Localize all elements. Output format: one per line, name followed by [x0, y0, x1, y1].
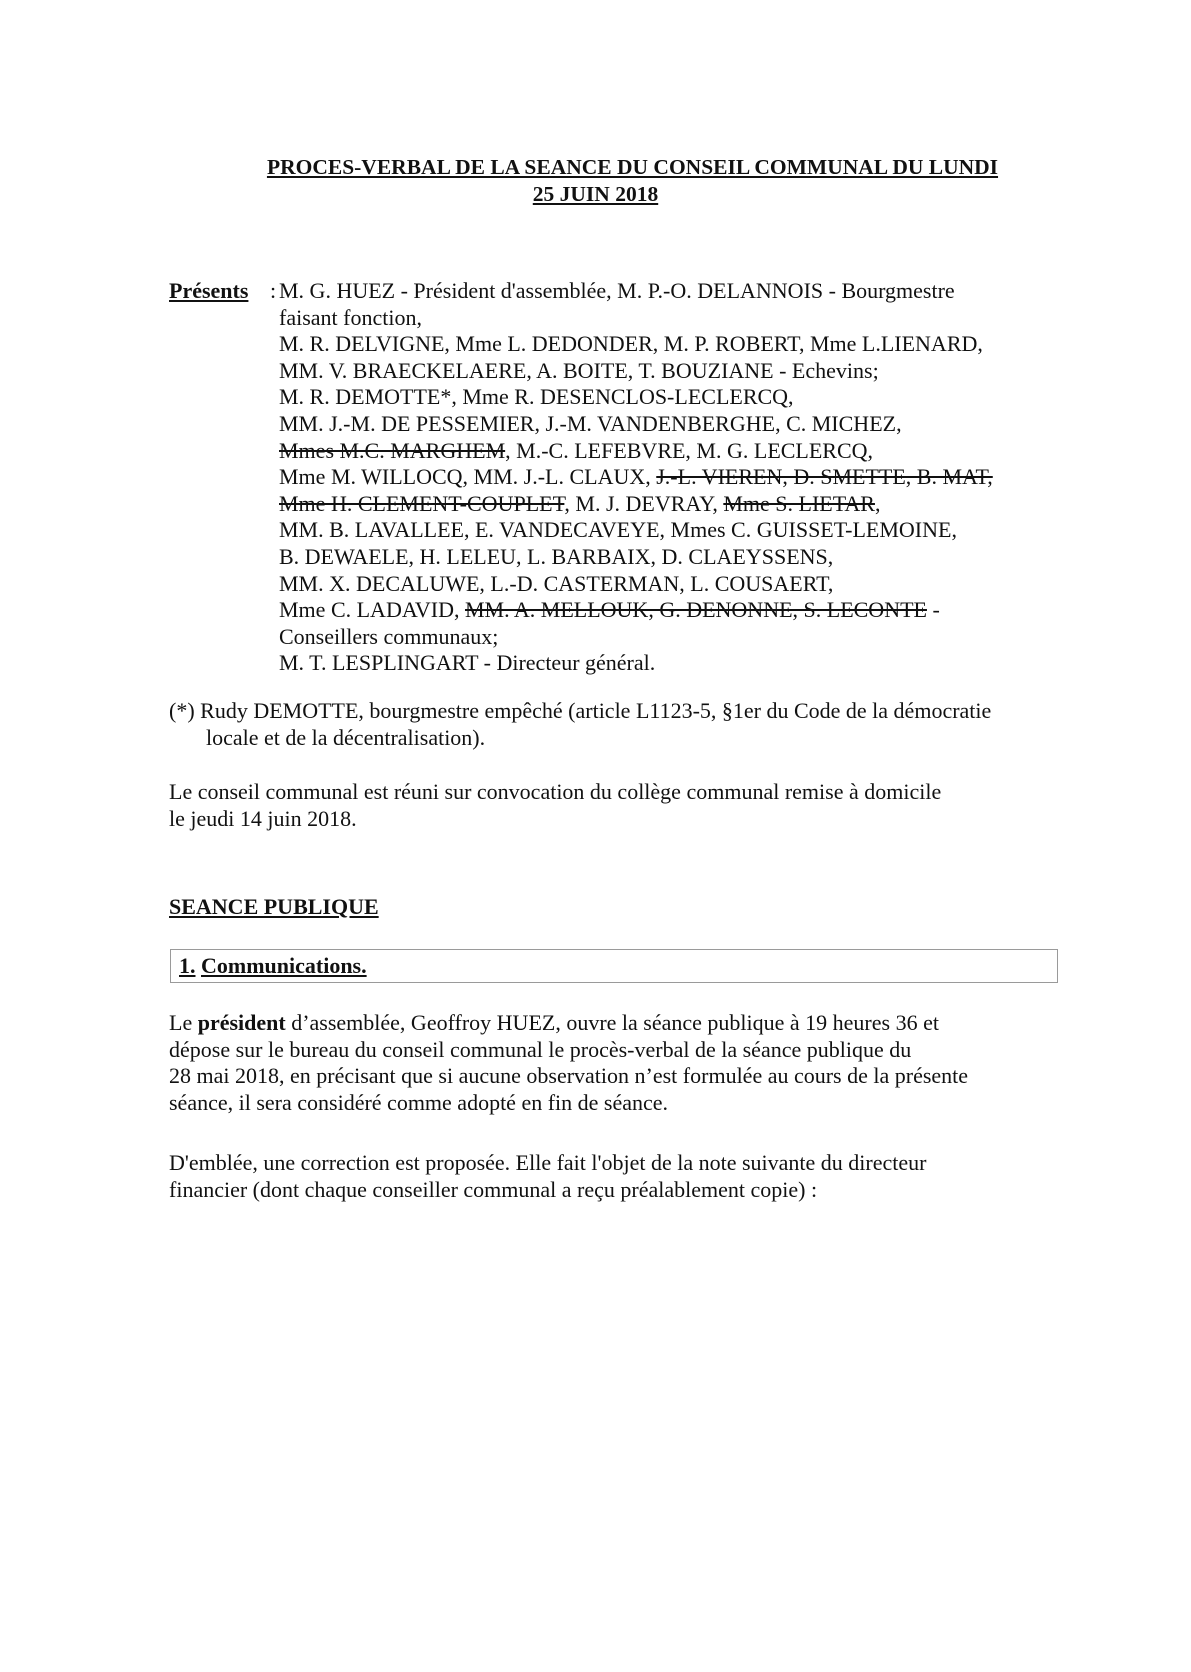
text-run: M. R. DEMOTTE*, Mme R. DESENCLOS-LECLERCQ,: [279, 384, 794, 410]
text-run: M. G. HUEZ - Président d'assemblée, M. P.-O. DELANNOIS - Bourgmestre: [279, 278, 955, 303]
presents-line: [279, 278, 1099, 305]
presents-line: [279, 491, 1099, 518]
paragraph-line: le jeudi 14 juin 2018.: [169, 805, 357, 831]
presents-colon: :: [270, 278, 277, 303]
text-run: ,: [874, 490, 881, 516]
text-run: , M. J. DEVRAY,: [564, 490, 724, 516]
presents-line: [279, 331, 1099, 358]
presents-line: [279, 624, 1099, 651]
presents-line: [279, 544, 1099, 571]
struck-name: Mme S. LIETAR: [723, 490, 875, 516]
agenda-item-box: [170, 949, 1058, 983]
presents-line: [279, 358, 1099, 385]
presents-line: [279, 464, 1099, 491]
text-run: MM. B. LAVALLEE, E. VANDECAVEYE, Mmes C. GUISSET-LEMOINE,: [279, 517, 957, 543]
presents-list: [279, 278, 1099, 677]
presents-line: [279, 597, 1099, 624]
struck-name: J.-L. VIEREN, D. SMETTE, B. MAT,: [656, 464, 993, 490]
paragraph-line: financier (dont chaque conseiller communal a reçu préalablement copie) :: [169, 1176, 818, 1202]
text-run: faisant fonction,: [279, 304, 422, 330]
text-run: M. R. DELVIGNE, Mme L. DEDONDER, M. P. ROBERT, Mme L.LIENARD,: [279, 331, 983, 357]
presents-line: [279, 438, 1099, 465]
presents-line: [279, 384, 1099, 411]
paragraph-line: Le conseil communal est réuni sur convocation du collège communal remise à domicile: [169, 779, 942, 804]
text-run: MM. X. DECALUWE, L.-D. CASTERMAN, L. COUSAERT,: [279, 570, 834, 596]
presents-line: [279, 571, 1099, 598]
text-run: M. T. LESPLINGART - Directeur général.: [279, 650, 656, 676]
text-run: d’assemblée, Geoffroy HUEZ, ouvre la séance publique à 19 heures 36 et: [285, 1010, 939, 1035]
presents-line: [279, 517, 1099, 544]
president-paragraph: [169, 1010, 1089, 1116]
footnote: [169, 698, 1109, 751]
text-run: , M.-C. LEFEBVRE, M. G. LECLERCQ,: [505, 437, 874, 463]
document-title-line1: PROCES-VERBAL DE LA SEANCE DU CONSEIL COMMUNAL DU LUNDI: [266, 155, 999, 179]
text-run: MM. J.-M. DE PESSEMIER, J.-M. VANDENBERGHE, C. MICHEZ,: [279, 410, 902, 436]
footnote-line: locale et de la décentralisation).: [206, 724, 486, 750]
paragraph-line: 28 mai 2018, en précisant que si aucune observation n’est formulée au cours de la présente: [169, 1063, 969, 1089]
presents-label: Présents: [169, 278, 249, 303]
presents-line: [279, 305, 1099, 332]
text-run: Mme C. LADAVID,: [279, 597, 465, 623]
text-run: Le: [169, 1010, 198, 1035]
section-heading: SEANCE PUBLIQUE: [169, 894, 379, 919]
struck-name: Mmes M.C. MARGHEM: [279, 437, 506, 463]
agenda-item-label: Communications.: [201, 953, 367, 978]
presents-line: [279, 650, 1099, 677]
struck-name: Mme H. CLEMENT-COUPLET: [279, 490, 565, 516]
paragraph-line: séance, il sera considéré comme adopté en fin de séance.: [169, 1089, 669, 1115]
paragraph-line: [169, 1010, 1089, 1037]
convocation-paragraph: [169, 779, 1089, 832]
agenda-item-title: [179, 953, 367, 980]
text-run: MM. V. BRAECKELAERE, A. BOITE, T. BOUZIANE - Echevins;: [279, 357, 879, 383]
presents-line: [279, 411, 1099, 438]
text-run: B. DEWAELE, H. LELEU, L. BARBAIX, D. CLAEYSSENS,: [279, 543, 834, 569]
bold-word: président: [197, 1010, 286, 1035]
text-run: -: [926, 597, 940, 623]
agenda-item-number: 1.: [179, 953, 196, 978]
correction-paragraph: [169, 1150, 1089, 1203]
paragraph-line: dépose sur le bureau du conseil communal le procès-verbal de la séance publique du: [169, 1036, 912, 1062]
text-run: Conseillers communaux;: [279, 623, 499, 649]
paragraph-line: D'emblée, une correction est proposée. Elle fait l'objet de la note suivante du directeur: [169, 1150, 927, 1175]
text-run: Mme M. WILLOCQ, MM. J.-L. CLAUX,: [279, 464, 657, 490]
footnote-line: (*) Rudy DEMOTTE, bourgmestre empêché (article L1123-5, §1er du Code de la démocratie: [169, 698, 992, 723]
document-title-line2: 25 JUIN 2018: [532, 182, 659, 206]
struck-name: MM. A. MELLOUK, G. DENONNE, S. LECONTE: [464, 597, 927, 623]
